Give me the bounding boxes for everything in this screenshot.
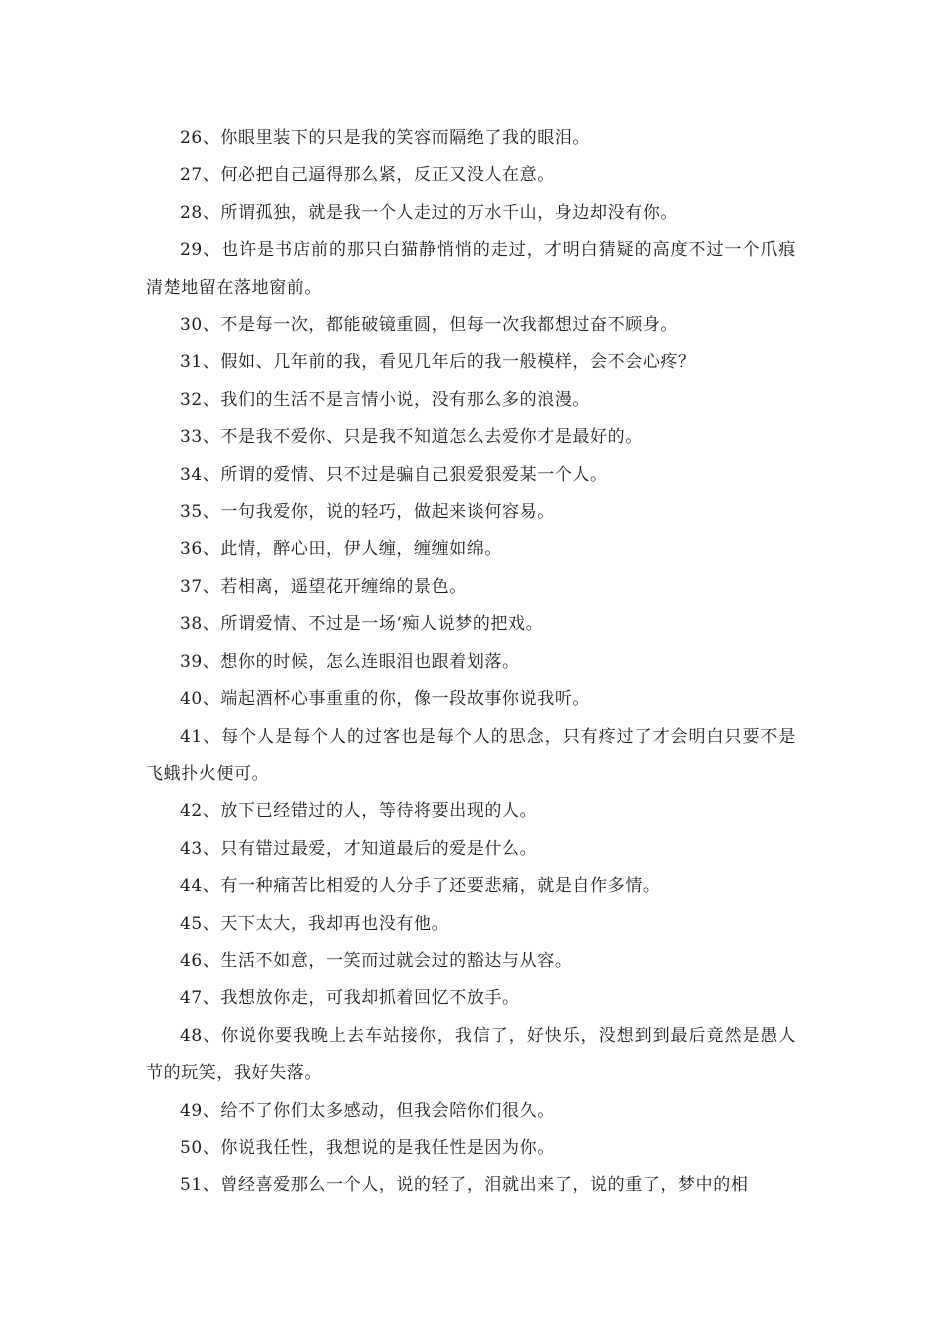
paragraph-26: 26、你眼里装下的只是我的笑容而隔绝了我的眼泪。 bbox=[180, 128, 591, 148]
paragraph-36: 36、此情，醉心田，伊人缠，缠缠如绵。 bbox=[180, 539, 503, 560]
paragraph-30: 30、不是每一次，都能破镜重圆，但每一次我都想过奋不顾身。 bbox=[180, 315, 679, 336]
paragraph-41: 41、每个人是每个人的过客也是每个人的思念，只有疼过了才会明白只要不是飞蛾扑火便可。 bbox=[146, 726, 796, 784]
paragraph-29: 29、也许是书店前的那只白猫静悄悄的走过，才明白猜疑的高度不过一个爪痕清楚地留在落地窗前。 bbox=[146, 240, 796, 298]
paragraph-48: 48、你说你要我晚上去车站接你，我信了，好快乐，没想到到最后竟然是愚人节的玩笑，我好失落。 bbox=[146, 1025, 796, 1084]
paragraph-33: 33、不是我不爱你、只是我不知道怎么去爱你才是最好的。 bbox=[180, 427, 643, 448]
paragraph-38: 38、所谓爱情、不过是一场‘痴人说梦的把戏。 bbox=[180, 614, 544, 635]
paragraph-49: 49、给不了你们太多感动，但我会陪你们很久。 bbox=[180, 1100, 555, 1121]
paragraph-31: 31、假如、几年前的我，看见几年后的我一般模样，会不会心疼？ bbox=[180, 352, 696, 373]
paragraph-42: 42、放下已经错过的人，等待将要出现的人。 bbox=[180, 801, 538, 822]
paragraph-43: 43、只有错过最爱，才知道最后的爱是什么。 bbox=[180, 838, 538, 859]
paragraph-44: 44、有一种痛苦比相爱的人分手了还要悲痛，就是自作多情。 bbox=[180, 876, 661, 897]
paragraph-28: 28、所谓孤独，就是我一个人走过的万水千山，身边却没有你。 bbox=[180, 202, 679, 223]
paragraph-46: 46、生活不如意，一笑而过就会过的豁达与从容。 bbox=[180, 950, 573, 971]
paragraph-45: 45、天下太大，我却再也没有他。 bbox=[180, 913, 450, 934]
paragraph-50: 50、你说我任性，我想说的是我任性是因为你。 bbox=[180, 1137, 555, 1158]
paragraph-39: 39、想你的时候，怎么连眼泪也跟着划落。 bbox=[180, 651, 520, 672]
paragraph-27: 27、何必把自己逼得那么紧，反正又没人在意。 bbox=[180, 165, 555, 186]
paragraph-35: 35、一句我爱你，说的轻巧，做起来谈何容易。 bbox=[180, 502, 555, 523]
paragraph-32: 32、我们的生活不是言情小说，没有那么多的浪漫。 bbox=[180, 389, 591, 410]
document-body bbox=[146, 120, 796, 1205]
paragraph-37: 37、若相离，遥望花开缠绵的景色。 bbox=[180, 576, 467, 597]
paragraph-47: 47、我想放你走，可我却抓着回忆不放手。 bbox=[180, 988, 520, 1009]
paragraph-51: 51、曾经喜爱那么一个人，说的轻了，泪就出来了，说的重了，梦中的相 bbox=[180, 1175, 749, 1196]
paragraph-40: 40、端起酒杯心事重重的你，像一段故事你说我听。 bbox=[180, 689, 591, 710]
paragraph-34: 34、所谓的爱情、只不过是骗自己狠爱狠爱某一个人。 bbox=[180, 464, 608, 485]
